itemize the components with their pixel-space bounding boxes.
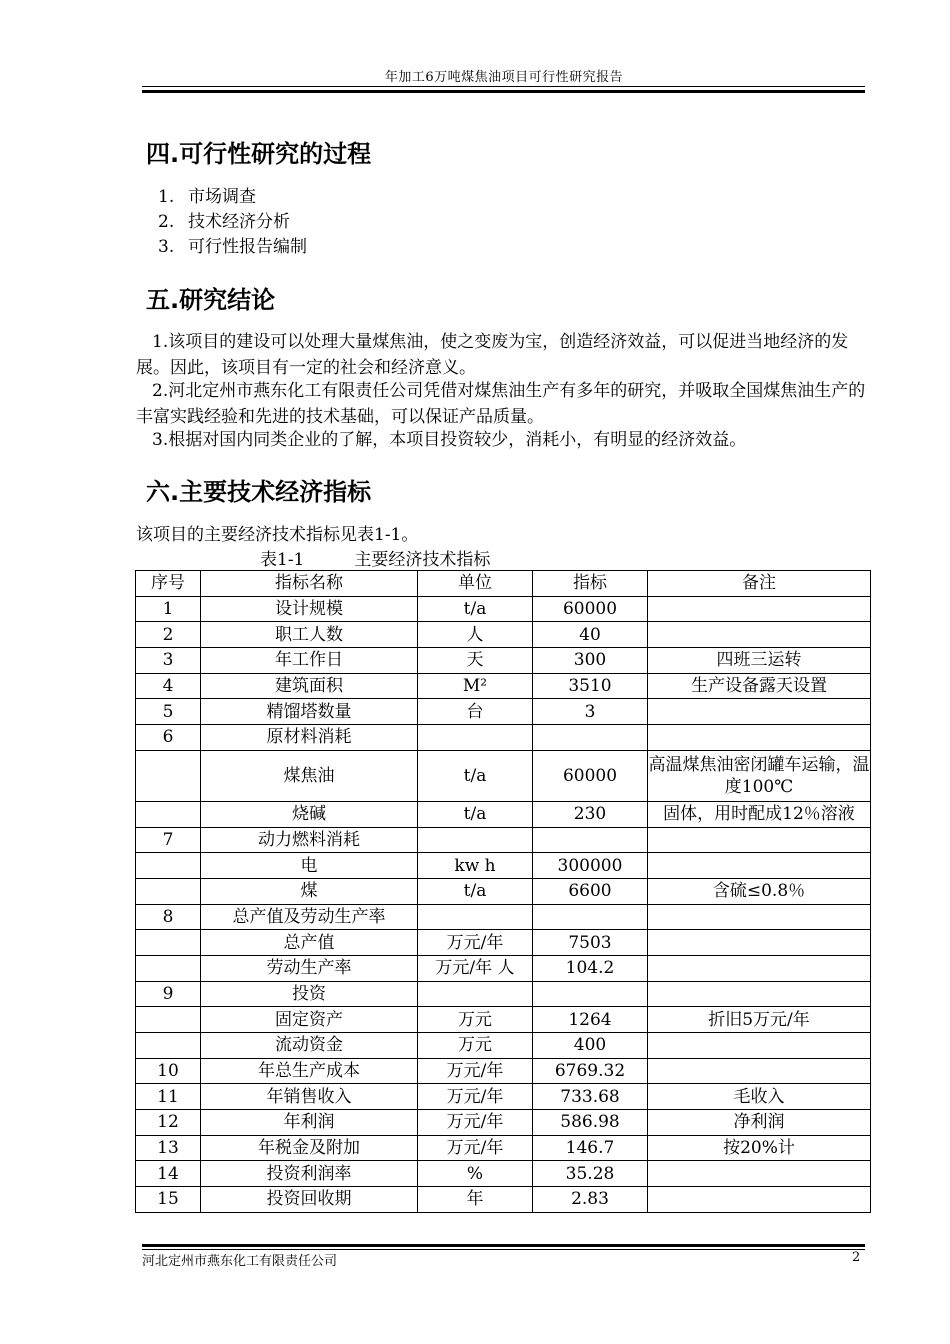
table-cell: 人 — [418, 622, 533, 648]
page-number: 2 — [852, 1250, 861, 1265]
table-cell: % — [418, 1161, 533, 1187]
table-header-cell: 备注 — [648, 571, 871, 597]
footer-divider-thick — [142, 1244, 865, 1247]
table-cell: 固定资产 — [201, 1007, 418, 1033]
footer-company: 河北定州市燕东化工有限责任公司 — [142, 1254, 338, 1269]
table-cell — [648, 622, 871, 648]
table-row — [136, 1135, 871, 1161]
table-cell: 万元 — [418, 1033, 533, 1059]
table-cell — [648, 981, 871, 1007]
table-cell: M² — [418, 673, 533, 699]
table-cell: 60000 — [533, 596, 648, 622]
table-cell: 煤焦油 — [201, 750, 418, 801]
conclusion-paragraph-1: 1.该项目的建设可以处理大量煤焦油，使之变废为宝，创造经济效益，可以促进当地经济的发展。因此，该项目有一定的社会和经济意义。 — [136, 332, 849, 378]
table-cell: t/a — [418, 750, 533, 801]
table-row — [136, 1187, 871, 1213]
table-cell — [648, 1187, 871, 1213]
table-row — [136, 801, 871, 827]
table-cell: 万元 — [418, 1007, 533, 1033]
table-cell: 230 — [533, 801, 648, 827]
table-cell: 净利润 — [648, 1110, 871, 1136]
table-cell: 60000 — [533, 750, 648, 801]
table-cell: 精馏塔数量 — [201, 699, 418, 725]
table-cell: 3510 — [533, 673, 648, 699]
table-cell: 年总生产成本 — [201, 1058, 418, 1084]
table-cell: 万元/年 — [418, 1058, 533, 1084]
table-row — [136, 673, 871, 699]
table-cell: 1264 — [533, 1007, 648, 1033]
table-cell: 投资利润率 — [201, 1161, 418, 1187]
table-cell — [648, 853, 871, 879]
list-item: 3. 可行性报告编制 — [158, 237, 307, 257]
indicators-table — [135, 570, 871, 1213]
table-cell: 年销售收入 — [201, 1084, 418, 1110]
table-cell: 投资回收期 — [201, 1187, 418, 1213]
table-cell — [648, 1033, 871, 1059]
table-row — [136, 1033, 871, 1059]
table-header-row — [136, 571, 871, 597]
list-item: 1. 市场调查 — [158, 187, 256, 207]
table-cell — [648, 904, 871, 930]
header-divider-thin — [142, 86, 865, 87]
table-cell — [136, 750, 201, 801]
table-cell: 万元/年 — [418, 930, 533, 956]
table-cell: 折旧5万元/年 — [648, 1007, 871, 1033]
table-cell — [418, 904, 533, 930]
header-title: 年加工6万吨煤焦油项目可行性研究报告 — [384, 70, 624, 85]
table-header-cell: 指标 — [533, 571, 648, 597]
table-cell: 总产值 — [201, 930, 418, 956]
table-cell — [648, 725, 871, 751]
table-cell: t/a — [418, 801, 533, 827]
table-cell: 生产设备露天设置 — [648, 673, 871, 699]
table-cell: 电 — [201, 853, 418, 879]
table-cell — [533, 904, 648, 930]
table-cell: 年 — [418, 1187, 533, 1213]
table-cell — [418, 725, 533, 751]
table-cell: 5 — [136, 699, 201, 725]
table-cell: 年税金及附加 — [201, 1135, 418, 1161]
table-cell: 高温煤焦油密闭罐车运输，温度100℃ — [648, 750, 871, 801]
table-cell: 12 — [136, 1110, 201, 1136]
table-cell: 建筑面积 — [201, 673, 418, 699]
table-row — [136, 622, 871, 648]
table-row — [136, 930, 871, 956]
table-cell — [533, 981, 648, 1007]
table-cell: 13 — [136, 1135, 201, 1161]
table-cell: 总产值及劳动生产率 — [201, 904, 418, 930]
table-cell: 7503 — [533, 930, 648, 956]
table-cell: 1 — [136, 596, 201, 622]
section-6-heading: 六.主要技术经济指标 — [146, 478, 372, 506]
table-cell — [648, 596, 871, 622]
table-header-cell: 单位 — [418, 571, 533, 597]
table-row — [136, 1110, 871, 1136]
table-cell: 3 — [136, 648, 201, 674]
table-cell: 2.83 — [533, 1187, 648, 1213]
conclusion-paragraph-2: 2.河北定州市燕东化工有限责任公司凭借对煤焦油生产有多年的研究，并吸取全国煤焦油生产的丰富实践经验和先进的技术基础，可以保证产品质量。 — [136, 381, 866, 427]
table-row — [136, 725, 871, 751]
table-row — [136, 853, 871, 879]
table-cell: 2 — [136, 622, 201, 648]
table-cell — [648, 827, 871, 853]
table-cell: 万元/年 — [418, 1084, 533, 1110]
table-cell — [418, 827, 533, 853]
table-caption: 表1-1 主要经济技术指标 — [260, 550, 491, 570]
table-row — [136, 1084, 871, 1110]
table-cell: 动力燃料消耗 — [201, 827, 418, 853]
table-row — [136, 699, 871, 725]
table-cell — [136, 1007, 201, 1033]
table-cell — [648, 930, 871, 956]
table-cell: 104.2 — [533, 955, 648, 981]
conclusion-paragraph-3: 3.根据对国内同类企业的了解，本项目投资较少，消耗小，有明显的经济效益。 — [152, 430, 747, 450]
table-cell — [533, 827, 648, 853]
table-cell: 流动资金 — [201, 1033, 418, 1059]
table-cell: 万元/年 — [418, 1135, 533, 1161]
table-cell: 四班三运转 — [648, 648, 871, 674]
table-cell — [136, 853, 201, 879]
table-cell: 万元/年 — [418, 1110, 533, 1136]
table-cell: 设计规模 — [201, 596, 418, 622]
table-row — [136, 904, 871, 930]
table-cell: 年利润 — [201, 1110, 418, 1136]
table-row — [136, 955, 871, 981]
header-divider-thick — [142, 90, 865, 93]
table-cell: 7 — [136, 827, 201, 853]
list-item: 2. 技术经济分析 — [158, 212, 290, 232]
table-cell: 6600 — [533, 878, 648, 904]
process-list — [158, 185, 307, 260]
section-5-heading: 五.研究结论 — [146, 286, 276, 314]
table-row — [136, 750, 871, 801]
table-cell: 146.7 — [533, 1135, 648, 1161]
table-cell — [648, 1058, 871, 1084]
table-cell: 毛收入 — [648, 1084, 871, 1110]
table-row — [136, 596, 871, 622]
table-cell: 733.68 — [533, 1084, 648, 1110]
table-cell: 天 — [418, 648, 533, 674]
table-cell: 煤 — [201, 878, 418, 904]
table-cell: 8 — [136, 904, 201, 930]
table-row — [136, 827, 871, 853]
table-cell — [648, 955, 871, 981]
table-cell: 按20%计 — [648, 1135, 871, 1161]
table-cell — [136, 955, 201, 981]
table-cell: 职工人数 — [201, 622, 418, 648]
table-cell: 400 — [533, 1033, 648, 1059]
table-cell — [533, 725, 648, 751]
table-cell — [136, 801, 201, 827]
table-row — [136, 1161, 871, 1187]
table-cell: 586.98 — [533, 1110, 648, 1136]
table-cell — [648, 699, 871, 725]
table-cell: t/a — [418, 596, 533, 622]
table-cell — [136, 878, 201, 904]
table-header-cell: 指标名称 — [201, 571, 418, 597]
table-cell: 10 — [136, 1058, 201, 1084]
table-intro: 该项目的主要经济技术指标见表1-1。 — [136, 525, 419, 545]
table-cell: 烧碱 — [201, 801, 418, 827]
table-cell: 35.28 — [533, 1161, 648, 1187]
table-cell: 9 — [136, 981, 201, 1007]
table-row — [136, 1058, 871, 1084]
table-cell: 6 — [136, 725, 201, 751]
table-cell: 40 — [533, 622, 648, 648]
table-header-cell: 序号 — [136, 571, 201, 597]
table-cell: 300000 — [533, 853, 648, 879]
table-cell: 15 — [136, 1187, 201, 1213]
table-cell: 台 — [418, 699, 533, 725]
table-cell: 原材料消耗 — [201, 725, 418, 751]
table-cell — [418, 981, 533, 1007]
table-cell — [136, 930, 201, 956]
table-cell: 3 — [533, 699, 648, 725]
table-cell: 劳动生产率 — [201, 955, 418, 981]
table-cell: 年工作日 — [201, 648, 418, 674]
table-cell — [648, 1161, 871, 1187]
table-row — [136, 878, 871, 904]
table-cell: 万元/年 人 — [418, 955, 533, 981]
table-row — [136, 648, 871, 674]
table-row — [136, 981, 871, 1007]
table-cell: 11 — [136, 1084, 201, 1110]
table-cell: 6769.32 — [533, 1058, 648, 1084]
table-cell: t/a — [418, 878, 533, 904]
table-cell: 14 — [136, 1161, 201, 1187]
table-cell: kw h — [418, 853, 533, 879]
table-cell: 固体，用时配成12％溶液 — [648, 801, 871, 827]
table-cell: 300 — [533, 648, 648, 674]
section-4-heading: 四.可行性研究的过程 — [146, 140, 372, 168]
table-cell: 投资 — [201, 981, 418, 1007]
table-cell — [136, 1033, 201, 1059]
table-cell: 4 — [136, 673, 201, 699]
table-cell: 含硫≤0.8％ — [648, 878, 871, 904]
table-row — [136, 1007, 871, 1033]
